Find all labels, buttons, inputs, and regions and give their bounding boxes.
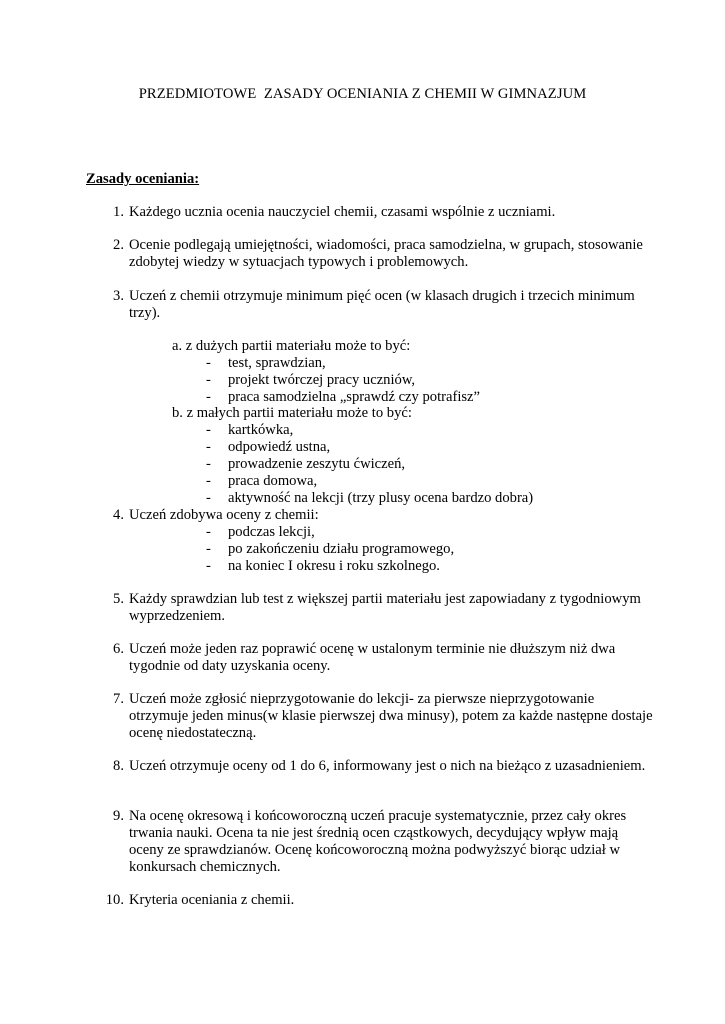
list-item-text: Uczeń zdobywa oceny z chemii:	[129, 507, 319, 523]
sublist-point: - aktywność na lekcji (trzy plusy ocena bardzo dobra)	[206, 490, 534, 506]
list-item-number: 7.	[113, 691, 124, 707]
list-item-number: 3.	[113, 288, 124, 304]
sublist-point: - na koniec I okresu i roku szkolnego.	[206, 558, 440, 574]
list-item-number: 6.	[113, 641, 124, 657]
sublist-label-b: b. z małych partii materiału może to być:	[172, 405, 412, 421]
section-heading: Zasady oceniania:	[86, 171, 200, 187]
list-item-text: Uczeń otrzymuje oceny od 1 do 6, informowany jest o nich na bieżąco z uzasadnieniem.	[129, 758, 646, 774]
sublist-point: - praca samodzielna „sprawdź czy potrafisz”	[206, 389, 481, 405]
list-item-text: Uczeń z chemii otrzymuje minimum pięć ocen (w klasach drugich i trzecich minimum trzy).	[129, 288, 635, 321]
list-item-text: Na ocenę okresową i końcoworoczną uczeń pracuje systematycznie, przez cały okres trwania nauki. Ocena ta nie jest średnią ocen cząstkowych, decydujący wpływ mają oceny ze sprawdzianów. Ocenę końcoworoczną można podwyższyć biorąc udział w konkursach chemicznych.	[129, 808, 627, 875]
list-item-text: Każdego ucznia ocenia nauczyciel chemii, czasami wspólnie z uczniami.	[129, 204, 556, 220]
sublist-point: - projekt twórczej pracy uczniów,	[206, 372, 416, 388]
sublist-label-a: a. z dużych partii materiału może to być:	[172, 338, 411, 354]
list-item-number: 5.	[113, 591, 124, 607]
document-title: PRZEDMIOTOWE ZASADY OCENIANIA Z CHEMII W GIMNAZJUM	[138, 86, 587, 102]
list-item-text: Każdy sprawdzian lub test z większej partii materiału jest zapowiadany z tygodniowym wyprzedzeniem.	[129, 591, 641, 624]
list-item-text: Ocenie podlegają umiejętności, wiadomości, praca samodzielna, w grupach, stosowanie zdobytej wiedzy w sytuacjach typowych i problemowych.	[129, 237, 643, 270]
list-item-number: 10.	[105, 892, 124, 908]
sublist-point: - po zakończeniu działu programowego,	[206, 541, 455, 557]
list-item-text: Uczeń może jeden raz poprawić ocenę w ustalonym terminie nie dłuższym niż dwa tygodnie od daty uzyskania oceny.	[129, 641, 616, 674]
list-item-text: Uczeń może zgłosić nieprzygotowanie do lekcji- za pierwsze nieprzygotowanie otrzymuje jeden minus(w klasie pierwszej dwa minusy), potem za każde następne dostaje ocenę niedostateczną.	[129, 691, 653, 741]
list-item-text: Kryteria oceniania z chemii.	[129, 892, 295, 908]
list-item-number: 8.	[113, 758, 124, 774]
sublist-point: - podczas lekcji,	[206, 524, 315, 540]
sublist-point: - praca domowa,	[206, 473, 318, 489]
sublist-point: - prowadzenie zeszytu ćwiczeń,	[206, 456, 406, 472]
sublist-point: - test, sprawdzian,	[206, 355, 326, 371]
list-item-number: 9.	[113, 808, 124, 824]
list-item-number: 2.	[113, 237, 124, 253]
list-item-number: 4.	[113, 507, 124, 523]
sublist-point: - odpowiedź ustna,	[206, 439, 331, 455]
sublist-point: - kartkówka,	[206, 422, 294, 438]
list-item-number: 1.	[113, 204, 124, 220]
